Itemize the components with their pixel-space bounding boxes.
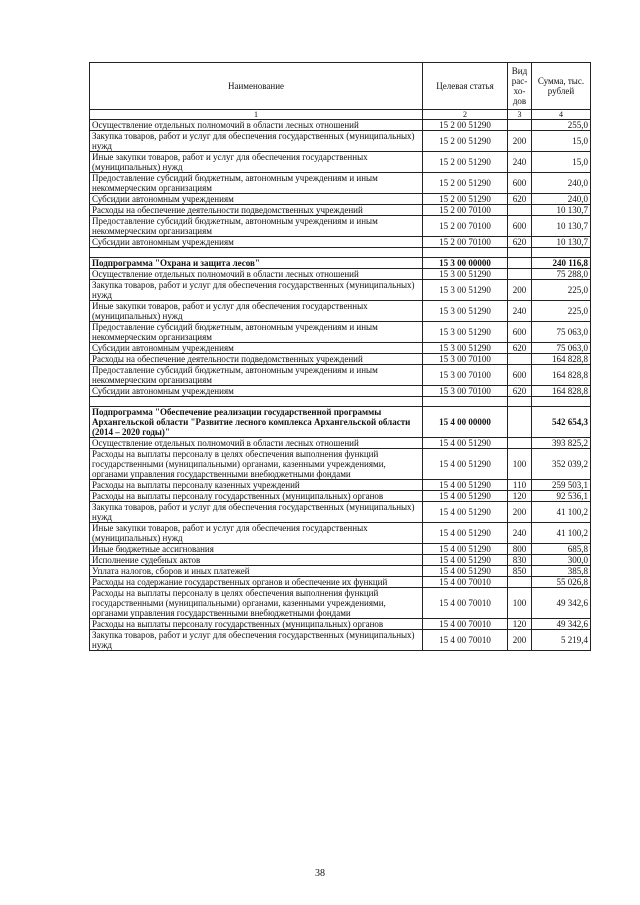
sum-cell: 685,8 xyxy=(532,544,591,555)
code-cell: 15 4 00 51290 xyxy=(423,438,508,449)
code-cell: 15 4 00 51290 xyxy=(423,523,508,544)
sum-cell: 385,8 xyxy=(532,566,591,577)
vid-cell: 120 xyxy=(508,619,532,630)
vid-cell: 240 xyxy=(508,523,532,544)
name-cell: Иные закупки товаров, работ и услуг для обеспечения государственных (муниципальных) нужд xyxy=(90,523,423,544)
vid-cell: 240 xyxy=(508,301,532,322)
code-cell: 15 4 00 51290 xyxy=(423,555,508,566)
table-row xyxy=(90,449,591,480)
column-number-1: 1 xyxy=(90,110,423,120)
vid-cell: 800 xyxy=(508,544,532,555)
table-row xyxy=(90,523,591,544)
sum-cell: 41 100,2 xyxy=(532,523,591,544)
sum-cell: 10 130,7 xyxy=(532,205,591,216)
sum-cell: 352 039,2 xyxy=(532,449,591,480)
name-cell: Расходы на обеспечение деятельности подведомственных учреждений xyxy=(90,205,423,216)
vid-cell: 100 xyxy=(508,588,532,619)
sum-cell: 92 536,1 xyxy=(532,491,591,502)
empty-cell xyxy=(423,397,508,407)
code-cell: 15 3 00 00000 xyxy=(423,258,508,269)
table-row xyxy=(90,354,591,365)
table-row xyxy=(90,438,591,449)
name-cell: Исполнение судебных актов xyxy=(90,555,423,566)
header-vid: Вид рас- хо- дов xyxy=(508,63,532,110)
vid-cell: 600 xyxy=(508,216,532,237)
vid-cell: 620 xyxy=(508,386,532,397)
vid-cell: 200 xyxy=(508,502,532,523)
sum-cell: 75 063,0 xyxy=(532,343,591,354)
name-cell: Осуществление отдельных полномочий в области лесных отношений xyxy=(90,269,423,280)
sum-cell: 300,0 xyxy=(532,555,591,566)
empty-cell xyxy=(90,248,423,258)
table-row xyxy=(90,194,591,205)
budget-table xyxy=(89,62,591,651)
sum-cell: 5 219,4 xyxy=(532,630,591,651)
subprogram-row xyxy=(90,407,591,438)
name-cell: Предоставление субсидий бюджетным, автономным учреждениям и иным некоммерческим организациям xyxy=(90,216,423,237)
sum-cell: 255,0 xyxy=(532,120,591,131)
column-number-4: 4 xyxy=(532,110,591,120)
code-cell: 15 2 00 70100 xyxy=(423,237,508,248)
vid-cell: 600 xyxy=(508,365,532,386)
sum-cell: 240,0 xyxy=(532,194,591,205)
empty-cell xyxy=(423,248,508,258)
name-cell: Подпрограмма "Охрана и защита лесов" xyxy=(90,258,423,269)
vid-cell: 600 xyxy=(508,322,532,343)
vid-cell: 620 xyxy=(508,237,532,248)
name-cell: Предоставление субсидий бюджетным, автономным учреждениям и иным некоммерческим организациям xyxy=(90,173,423,194)
table-row xyxy=(90,237,591,248)
vid-cell: 200 xyxy=(508,131,532,152)
code-cell: 15 2 00 51290 xyxy=(423,120,508,131)
sum-cell: 164 828,8 xyxy=(532,354,591,365)
sum-cell: 240 116,8 xyxy=(532,258,591,269)
vid-cell: 200 xyxy=(508,280,532,301)
column-number-row xyxy=(90,110,591,120)
vid-cell xyxy=(508,577,532,588)
code-cell: 15 4 00 51290 xyxy=(423,449,508,480)
table-row xyxy=(90,280,591,301)
sum-cell: 41 100,2 xyxy=(532,502,591,523)
name-cell: Субсидии автономным учреждениям xyxy=(90,194,423,205)
code-cell: 15 4 00 51290 xyxy=(423,491,508,502)
name-cell: Расходы на выплаты персоналу в целях обеспечения выполнения функций государственными (муниципальными) органами, казенными учреждениями, органами управления государственными внебюджетными фондами xyxy=(90,588,423,619)
code-cell: 15 4 00 70010 xyxy=(423,588,508,619)
spacer-row xyxy=(90,397,591,407)
name-cell: Субсидии автономным учреждениям xyxy=(90,386,423,397)
sum-cell: 75 063,0 xyxy=(532,322,591,343)
name-cell: Предоставление субсидий бюджетным, автономным учреждениям и иным некоммерческим организациям xyxy=(90,365,423,386)
code-cell: 15 3 00 51290 xyxy=(423,322,508,343)
sum-cell: 225,0 xyxy=(532,280,591,301)
empty-cell xyxy=(532,248,591,258)
code-cell: 15 3 00 51290 xyxy=(423,343,508,354)
table-row xyxy=(90,619,591,630)
code-cell: 15 2 00 51290 xyxy=(423,194,508,205)
table-row xyxy=(90,386,591,397)
code-cell: 15 4 00 00000 xyxy=(423,407,508,438)
name-cell: Расходы на обеспечение деятельности подведомственных учреждений xyxy=(90,354,423,365)
sum-cell: 49 342,6 xyxy=(532,588,591,619)
sum-cell: 259 503,1 xyxy=(532,480,591,491)
name-cell: Закупка товаров, работ и услуг для обеспечения государственных (муниципальных) нужд xyxy=(90,502,423,523)
table-row xyxy=(90,205,591,216)
empty-cell xyxy=(508,248,532,258)
sum-cell: 55 026,8 xyxy=(532,577,591,588)
column-number-2: 2 xyxy=(423,110,508,120)
name-cell: Осуществление отдельных полномочий в области лесных отношений xyxy=(90,120,423,131)
vid-cell xyxy=(508,120,532,131)
sum-cell: 15,0 xyxy=(532,131,591,152)
sum-cell: 49 342,6 xyxy=(532,619,591,630)
name-cell: Закупка товаров, работ и услуг для обеспечения государственных (муниципальных) нужд xyxy=(90,131,423,152)
name-cell: Подпрограмма "Обеспечение реализации государственной программы Архангельской области "Развитие лесного комплекса Архангельской области (2014 – 2020 годы)" xyxy=(90,407,423,438)
vid-cell xyxy=(508,354,532,365)
sum-cell: 393 825,2 xyxy=(532,438,591,449)
table-row xyxy=(90,120,591,131)
vid-cell: 620 xyxy=(508,343,532,354)
header-sum: Сумма, тыс. рублей xyxy=(532,63,591,110)
name-cell: Субсидии автономным учреждениям xyxy=(90,237,423,248)
table-row xyxy=(90,480,591,491)
vid-cell: 240 xyxy=(508,152,532,173)
name-cell: Расходы на выплаты персоналу казенных учреждений xyxy=(90,480,423,491)
sum-cell: 10 130,7 xyxy=(532,216,591,237)
header-code: Целевая статья xyxy=(423,63,508,110)
header-row xyxy=(90,63,591,110)
vid-cell: 830 xyxy=(508,555,532,566)
table-row xyxy=(90,630,591,651)
empty-cell xyxy=(90,397,423,407)
code-cell: 15 2 00 51290 xyxy=(423,173,508,194)
table-row xyxy=(90,365,591,386)
empty-cell xyxy=(532,397,591,407)
sum-cell: 240,0 xyxy=(532,173,591,194)
table-row xyxy=(90,322,591,343)
table-row xyxy=(90,544,591,555)
code-cell: 15 4 00 70010 xyxy=(423,577,508,588)
sum-cell: 225,0 xyxy=(532,301,591,322)
vid-cell: 110 xyxy=(508,480,532,491)
name-cell: Иные закупки товаров, работ и услуг для обеспечения государственных (муниципальных) нужд xyxy=(90,301,423,322)
table-row xyxy=(90,173,591,194)
empty-cell xyxy=(508,397,532,407)
sum-cell: 75 288,0 xyxy=(532,269,591,280)
table-row xyxy=(90,152,591,173)
vid-cell xyxy=(508,438,532,449)
table-row xyxy=(90,502,591,523)
table-row xyxy=(90,491,591,502)
table-row xyxy=(90,131,591,152)
spacer-row xyxy=(90,248,591,258)
subprogram-row xyxy=(90,258,591,269)
sum-cell: 164 828,8 xyxy=(532,365,591,386)
code-cell: 15 3 00 51290 xyxy=(423,301,508,322)
code-cell: 15 4 00 51290 xyxy=(423,566,508,577)
table-row xyxy=(90,301,591,322)
sum-cell: 542 654,3 xyxy=(532,407,591,438)
name-cell: Иные бюджетные ассигнования xyxy=(90,544,423,555)
budget-table-container xyxy=(89,62,590,651)
vid-cell: 600 xyxy=(508,173,532,194)
name-cell: Закупка товаров, работ и услуг для обеспечения государственных (муниципальных) нужд xyxy=(90,630,423,651)
name-cell: Расходы на выплаты персоналу государственных (муниципальных) органов xyxy=(90,491,423,502)
page-number: 38 xyxy=(315,868,325,879)
header-name: Наименование xyxy=(90,63,423,110)
sum-cell: 164 828,8 xyxy=(532,386,591,397)
vid-cell: 100 xyxy=(508,449,532,480)
vid-cell: 120 xyxy=(508,491,532,502)
code-cell: 15 4 00 51290 xyxy=(423,502,508,523)
code-cell: 15 3 00 70100 xyxy=(423,365,508,386)
vid-cell: 850 xyxy=(508,566,532,577)
column-number-3: 3 xyxy=(508,110,532,120)
sum-cell: 15,0 xyxy=(532,152,591,173)
code-cell: 15 2 00 70100 xyxy=(423,216,508,237)
code-cell: 15 3 00 51290 xyxy=(423,269,508,280)
name-cell: Субсидии автономным учреждениям xyxy=(90,343,423,354)
name-cell: Предоставление субсидий бюджетным, автономным учреждениям и иным некоммерческим организациям xyxy=(90,322,423,343)
table-row xyxy=(90,588,591,619)
table-row xyxy=(90,577,591,588)
table-row xyxy=(90,269,591,280)
name-cell: Расходы на выплаты персоналу в целях обеспечения выполнения функций государственными (муниципальными) органами, казенными учреждениями, органами управления государственными внебюджетными фондами xyxy=(90,449,423,480)
name-cell: Уплата налогов, сборов и иных платежей xyxy=(90,566,423,577)
vid-cell xyxy=(508,407,532,438)
code-cell: 15 2 00 70100 xyxy=(423,205,508,216)
code-cell: 15 2 00 51290 xyxy=(423,131,508,152)
vid-cell xyxy=(508,205,532,216)
table-row xyxy=(90,343,591,354)
vid-cell xyxy=(508,269,532,280)
sum-cell: 10 130,7 xyxy=(532,237,591,248)
table-row xyxy=(90,216,591,237)
code-cell: 15 3 00 51290 xyxy=(423,280,508,301)
name-cell: Осуществление отдельных полномочий в области лесных отношений xyxy=(90,438,423,449)
name-cell: Расходы на содержание государственных органов и обеспечение их функций xyxy=(90,577,423,588)
vid-cell: 200 xyxy=(508,630,532,651)
table-row xyxy=(90,566,591,577)
code-cell: 15 3 00 70100 xyxy=(423,354,508,365)
code-cell: 15 3 00 70100 xyxy=(423,386,508,397)
vid-cell: 620 xyxy=(508,194,532,205)
code-cell: 15 4 00 70010 xyxy=(423,619,508,630)
code-cell: 15 4 00 70010 xyxy=(423,630,508,651)
code-cell: 15 2 00 51290 xyxy=(423,152,508,173)
name-cell: Закупка товаров, работ и услуг для обеспечения государственных (муниципальных) нужд xyxy=(90,280,423,301)
name-cell: Иные закупки товаров, работ и услуг для обеспечения государственных (муниципальных) нужд xyxy=(90,152,423,173)
table-row xyxy=(90,555,591,566)
code-cell: 15 4 00 51290 xyxy=(423,480,508,491)
vid-cell xyxy=(508,258,532,269)
code-cell: 15 4 00 51290 xyxy=(423,544,508,555)
name-cell: Расходы на выплаты персоналу государственных (муниципальных) органов xyxy=(90,619,423,630)
